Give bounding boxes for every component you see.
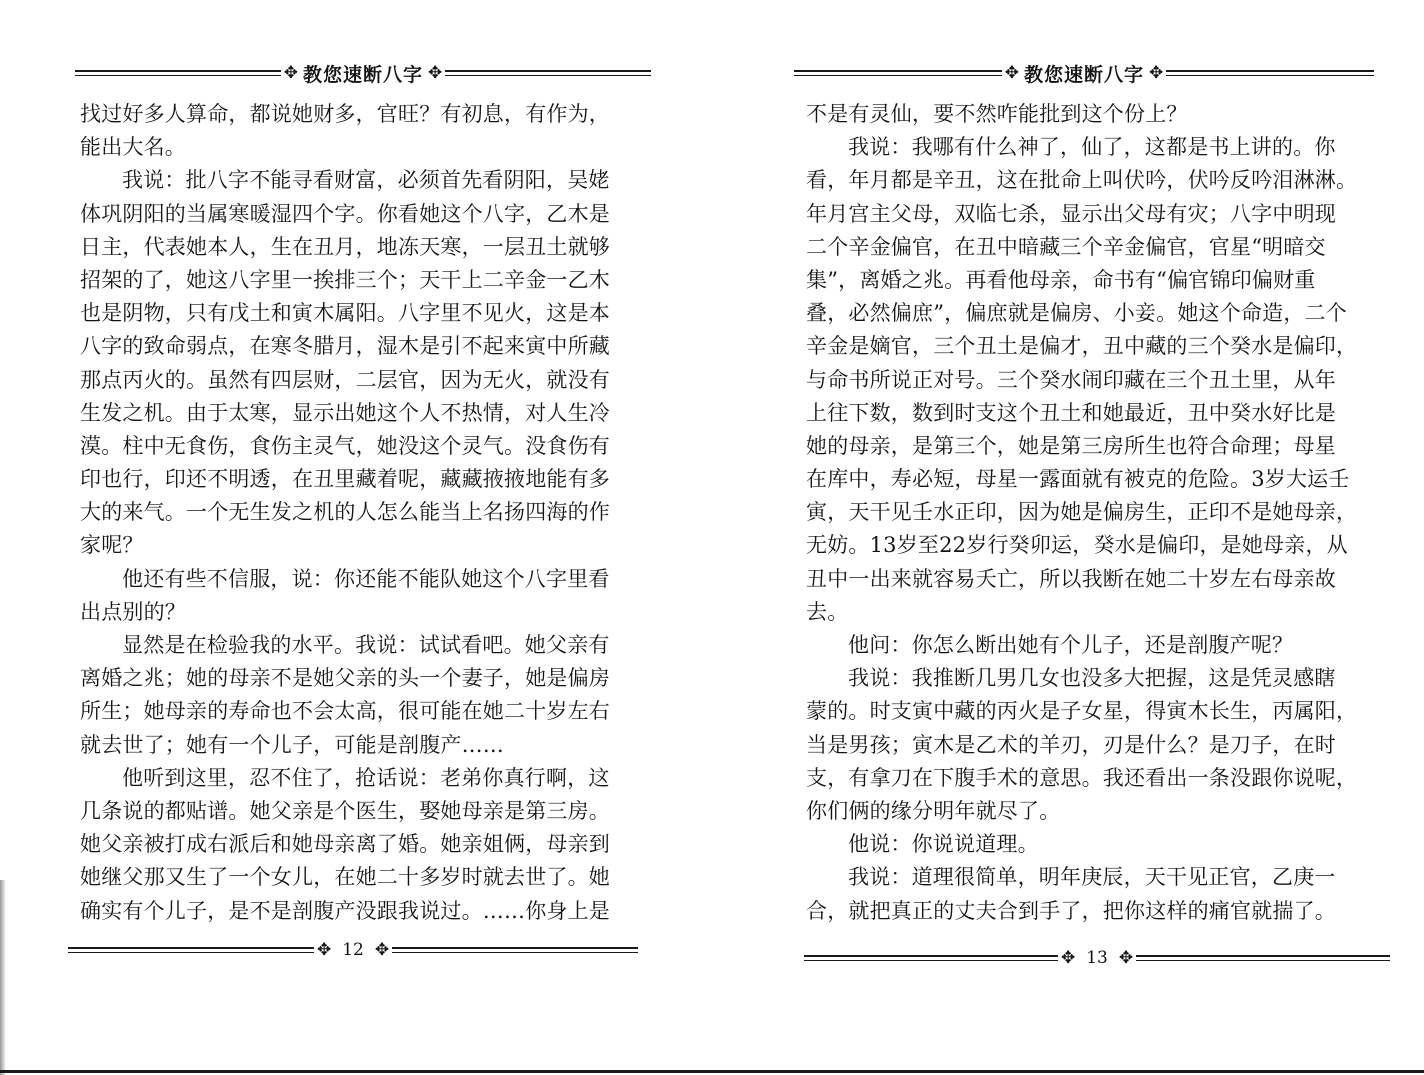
header-title: 教您速断八字 xyxy=(1024,63,1145,86)
text-line: 她父亲被打成右派后和她母亲离了婚。她亲姐俩，母亲到 xyxy=(80,832,610,857)
text-line: 找过好多人算命，都说她财多，官旺？有初息，有作为， xyxy=(80,102,610,126)
text-line: 他听到这里，忍不住了，抢话说：老弟你真行啊，这 xyxy=(122,765,610,790)
knot-ornament-icon: ✥ xyxy=(1118,947,1134,968)
text-line: 确实有个儿子，是不是剖腹产没跟我说过。……你身上是 xyxy=(80,898,610,923)
text-line: 丑中一出来就容易夭亡，所以我断在她二十岁左右母亲故 xyxy=(806,566,1336,591)
text-line: 所生；她母亲的寿命也不会太高，很可能在她二十岁左右 xyxy=(80,699,610,724)
scan-bottom-edge xyxy=(0,1070,1424,1073)
text-line: 辛金是嫡官，三个丑土是偏才，丑中藏的三个癸水是偏印， xyxy=(806,334,1358,359)
text-line: 日主，代表她本人，生在丑月，地冻天寒，一层丑土就够 xyxy=(80,234,610,259)
text-line: 那点丙火的。虽然有四层财，二层官，因为无火，就没有 xyxy=(80,367,610,392)
text-line: 不是有灵仙，要不然咋能批到这个份上？ xyxy=(806,102,1188,126)
running-header xyxy=(75,56,651,90)
text-line: 能出大名。 xyxy=(80,135,186,160)
text-line: 就去世了；她有一个儿子，可能是剖腹产…… xyxy=(80,732,504,757)
text-line: 招架的了，她这八字里一挨排三个；天干上二辛金一乙木 xyxy=(80,267,610,292)
footer-rule-left xyxy=(68,947,314,953)
footer-rule-right xyxy=(1136,955,1390,961)
header-rule-left xyxy=(75,70,281,76)
text-line: 当是男孩；寅木是乙术的羊刃，刃是什么？是刀子，在时 xyxy=(806,732,1336,757)
text-line: 大的来气。一个无生发之机的人怎么能当上名扬四海的作 xyxy=(80,500,610,525)
text-line: 他还有些不信服，说：你还能不能队她这个八字里看 xyxy=(122,566,610,591)
running-header xyxy=(794,56,1374,90)
text-line: 你们俩的缘分明年就尽了。 xyxy=(806,798,1061,823)
footer-rule-left xyxy=(804,955,1058,961)
footer-rule-right xyxy=(392,947,638,953)
text-line: 他问：你怎么断出她有个儿子，还是剖腹产呢？ xyxy=(848,633,1294,657)
knot-ornament-icon: ✥ xyxy=(283,62,298,83)
text-line: 她继父那又生了一个女儿，在她二十多岁时就去世了。她 xyxy=(80,865,610,890)
text-line: 二个辛金偏官，在丑中暗藏三个辛金偏官，官星“明暗交 xyxy=(806,234,1326,259)
text-line: 离婚之兆；她的母亲不是她父亲的头一个妻子，她是偏房 xyxy=(80,666,610,691)
text-line: 我说：我推断几男几女也没多大把握，这是凭灵感瞎 xyxy=(848,666,1336,691)
knot-ornament-icon: ✥ xyxy=(1004,62,1019,83)
page-number: 13 xyxy=(1086,948,1108,968)
text-line: 年月宫主父母，双临七杀，显示出父母有灾；八字中明现 xyxy=(806,201,1336,226)
text-line: 出点别的？ xyxy=(80,599,186,624)
body-text xyxy=(80,98,640,928)
text-line: 无妨。13岁至22岁行癸卯运，癸水是偏印，是她母亲，从 xyxy=(806,533,1348,558)
header-rule-left xyxy=(794,70,1002,76)
text-line: 八字的致命弱点，在寒冬腊月，湿木是引不起来寅中所藏 xyxy=(80,334,610,359)
text-line: 看，年月都是辛丑，这在批命上叫伏吟，伏吟反吟泪淋淋。 xyxy=(806,168,1358,193)
text-line: 也是阴物，只有戊土和寅木属阳。八字里不见火，这是本 xyxy=(80,301,610,326)
text-line: 集”，离婚之兆。再看他母亲，命书有“偏官锦印偏财重 xyxy=(806,267,1316,292)
knot-ornament-icon: ✥ xyxy=(374,939,390,960)
text-line: 她的母亲，是第三个，她是第三房所生也符合命理；母星 xyxy=(806,433,1336,458)
knot-ornament-icon: ✥ xyxy=(1149,62,1164,83)
text-line: 漠。柱中无食伤，食伤主灵气，她没这个灵气。没食伤有 xyxy=(80,433,610,458)
header-title: 教您速断八字 xyxy=(303,63,424,86)
body-text xyxy=(806,98,1366,928)
text-line: 显然是在检验我的水平。我说：试试看吧。她父亲有 xyxy=(122,633,610,657)
header-rule-right xyxy=(445,70,651,76)
knot-ornament-icon: ✥ xyxy=(428,62,443,83)
text-line: 合，就把真正的丈夫合到手了，把你这样的痛官就揣了。 xyxy=(806,898,1336,923)
text-line: 寅，天干见壬水正印，因为她是偏房生，正印不是她母亲， xyxy=(806,500,1358,525)
text-line: 支，有拿刀在下腹手术的意思。我还看出一条没跟你说呢， xyxy=(806,765,1358,790)
page-footer xyxy=(68,936,638,964)
text-line: 我说：我哪有什么神了，仙了，这都是书上讲的。你 xyxy=(848,135,1336,160)
text-line: 与命书所说正对号。三个癸水闹印藏在三个丑土里，从年 xyxy=(806,367,1336,392)
knot-ornament-icon: ✥ xyxy=(316,939,332,960)
text-line: 家呢？ xyxy=(80,533,144,558)
text-line: 他说：你说说道理。 xyxy=(848,832,1039,857)
text-line: 在库中，寿必短，母星一露面就有被克的危险。3岁大运壬 xyxy=(806,467,1350,492)
text-line: 印也行，印还不明透，在丑里藏着呢，藏藏掖掖地能有多 xyxy=(80,467,610,492)
text-line: 去。 xyxy=(806,599,849,624)
text-line: 上往下数，数到时支这个丑土和她最近，丑中癸水好比是 xyxy=(806,400,1336,425)
page-number: 12 xyxy=(342,940,364,960)
knot-ornament-icon: ✥ xyxy=(1060,947,1076,968)
page-footer xyxy=(804,944,1390,972)
text-line: 蒙的。时支寅中藏的丙火是子女星，得寅木长生，丙属阳， xyxy=(806,699,1358,724)
text-line: 叠，必然偏庶”，偏庶就是偏房、小妾。她这个命造，二个 xyxy=(806,301,1347,326)
header-rule-right xyxy=(1166,70,1374,76)
text-line: 我说：道理很简单，明年庚辰，天干见正官，乙庚一 xyxy=(848,865,1336,890)
text-line: 几条说的都贴谱。她父亲是个医生，娶她母亲是第三房。 xyxy=(80,798,610,823)
text-line: 我说：批八字不能寻看财富，必须首先看阴阳，吴姥 xyxy=(122,168,610,193)
text-line: 生发之机。由于太寒，显示出她这个人不热情，对人生冷 xyxy=(80,400,610,425)
right-page xyxy=(712,0,1424,1075)
text-line: 体巩阴阳的当属寒暖湿四个字。你看她这个八字，乙木是 xyxy=(80,201,610,226)
binding-shadow xyxy=(0,880,6,1075)
